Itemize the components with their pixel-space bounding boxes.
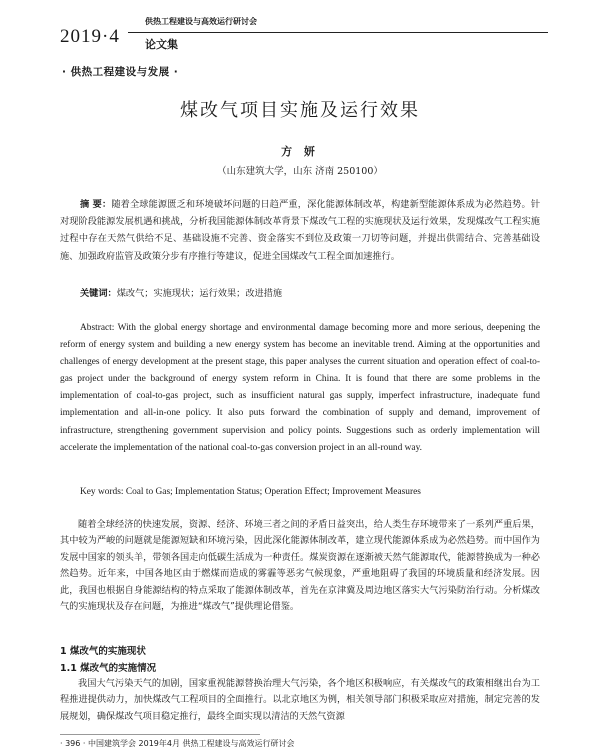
- abstract-en-text: With the global energy shortage and environmental damage becoming more and more serious, deepening the reform of energy system and building a new energy system has become an inevitable trend. Aiming at the opportunities and challenges of energy development at the present stage, this paper analyses the current situation and operation effect of coal-to-gas project under the background of energy system reform in China. It is found that there are some problems in the implementation of coal-to-gas project, such as insufficient natural gas supply, imperfect infrastructure, inadequate fund implementation and all-in-one policy. It also puts forward the combination of supply and demand, improvement of infrastructure, strengthening government supervision and policy points. Suggestions such as orderly implementation will accelerate the implementation of the national coal-to-gas conversion project in an all-round way.: [60, 323, 540, 453]
- intro-paragraph: 随着全球经济的快速发展，资源、经济、环境三者之间的矛盾日益突出，给人类生存环境带来了一系列严重后果，其中较为严峻的问题就是能源短缺和环境污染，因此深化能源体制改革，建立现代能源体系成为必然趋势。而中国作为发展中国家的领头羊，带领各国走向低碳生活成为一种责任。煤炭资源在逐渐被天然气能源取代，能源替换成为一种必然趋势。近年来，中国各地区由于燃煤而造成的雾霾等恶劣气候现象，严重地阻碍了我国的环境质量和经济发展。因此，我国也根据自身能源结构的特点采取了能源体制改革，首先在京津冀及周边地区落实大气污染防治行动。分析煤改气的实施现状及存在问题，为推进“煤改气”提供理论借鉴。: [60, 519, 540, 613]
- issue-year: 2019·4: [60, 26, 120, 47]
- section-heading-1-1: 1.1 煤改气的实施情况: [60, 663, 157, 674]
- keywords-en-label: Key words:: [80, 487, 124, 497]
- paper-title: 煤改气项目实施及运行效果: [180, 100, 420, 121]
- keywords-en: [80, 484, 540, 501]
- keywords-zh: [80, 285, 540, 302]
- header-rule: [128, 32, 548, 33]
- keywords-zh-text: 煤改气；实施现状；运行效果；改进措施: [116, 288, 283, 299]
- page-footer: · 396 · 中国建筑学会 2019年4月 供热工程建设与高效运行研讨会: [60, 739, 295, 747]
- section-heading-1: 1 煤改气的实施现状: [60, 646, 146, 657]
- affiliation: （山东建筑大学，山东 济南 250100）: [217, 166, 383, 177]
- section-tag: · 供热工程建设与发展 ·: [62, 66, 179, 78]
- conference-name: 供热工程建设与高效运行研讨会: [145, 17, 257, 26]
- abstract-zh: [60, 196, 540, 265]
- collection-label: 论文集: [145, 38, 178, 51]
- body-paragraph: 我国大气污染天气的加剧，国家重视能源替换治理大气污染，各个地区积极响应，有关煤改气的政策相继出台为工程推进提供动力，加快煤改气工程项目的全面推行。以北京地区为例，相关领导部门积极采取应对措施，制定完善的发展规划，确保煤改气项目稳定推行，最终全面实现以清洁的天然气资源: [60, 678, 540, 722]
- keywords-en-text: Coal to Gas; Implementation Status; Operation Effect; Improvement Measures: [125, 487, 421, 497]
- keywords-zh-label: 关键词：: [80, 288, 117, 299]
- author: 方 妍: [281, 145, 319, 158]
- abstract-en-label: Abstract:: [80, 323, 115, 333]
- footer-rule: [60, 734, 260, 735]
- abstract-en: [60, 320, 540, 457]
- abstract-zh-label: 摘 要：: [80, 199, 112, 210]
- abstract-zh-text: 随着全球能源匮乏和环境破坏问题的日趋严重，深化能源体制改革，构建新型能源体系成为必然趋势。针对现阶段能源发展机遇和挑战，分析我国能源体制改革背景下煤改气工程的实施现状及运行效果，发现煤改气工程实施过程中存在天然气供给不足、基础设施不完善、资金落实不到位及政策一刀切等问题，并提出供需结合、完善基础设施、加强政府监管及政策分步有序推行等建议，促进全国煤改气工程全面加速推行。: [60, 199, 541, 262]
